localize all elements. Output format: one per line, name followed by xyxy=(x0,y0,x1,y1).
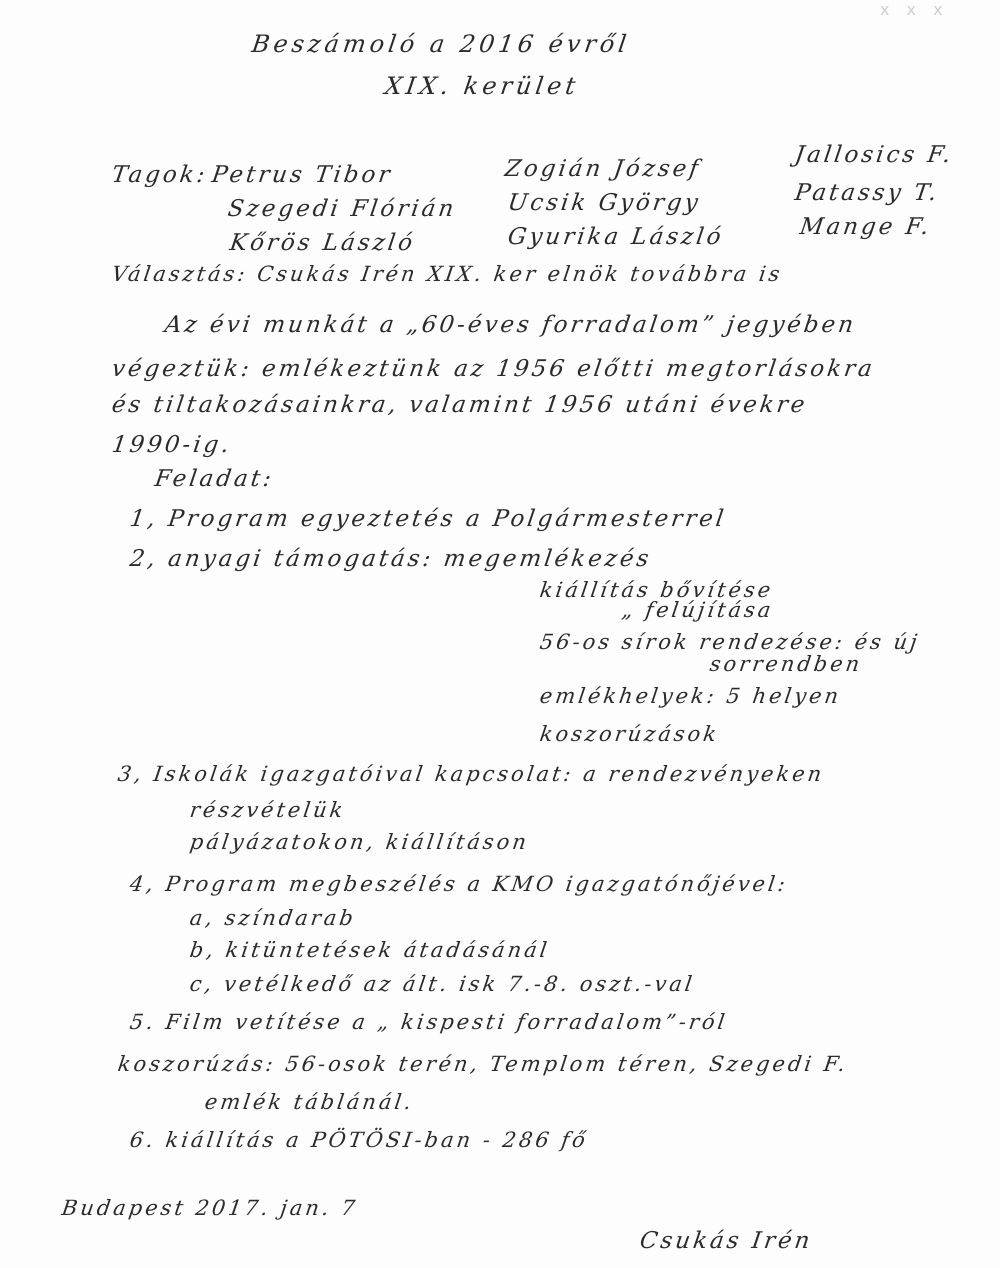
task-2-sub-1: kiállítás bővítése xyxy=(538,578,775,602)
task-5-line-2: koszorúzás: 56-osok terén, Templom téren, Szegedi F. xyxy=(116,1052,850,1076)
document-subtitle: XIX. kerület xyxy=(383,72,582,100)
task-4-line-2: a, színdarab xyxy=(188,906,358,930)
task-5-line-3: emlék táblánál. xyxy=(203,1090,416,1114)
task-3-line-1: 3, Iskolák igazgatóival kapcsolat: a rendezvényeken xyxy=(116,762,826,786)
member-col2-1: Zogián József xyxy=(503,156,703,182)
task-1: 1, Program egyeztetés a Polgármesterrel xyxy=(128,506,729,532)
task-4-line-3: b, kitüntetések átadásánál xyxy=(188,938,552,962)
place-date: Budapest 2017. jan. 7 xyxy=(60,1196,360,1220)
member-col1-2: Szegedi Flórián xyxy=(226,196,459,222)
task-3-line-3: pályázatokon, kiállításon xyxy=(188,830,531,854)
task-4-line-1: 4, Program megbeszélés a KMO igazgatónőjével: xyxy=(128,872,790,896)
task-2-lead: 2, anyagi támogatás: megemlékezés xyxy=(128,546,654,572)
elected-line: Választás: Csukás Irén XIX. ker elnök továbbra is xyxy=(110,262,785,286)
task-3-line-2: részvételük xyxy=(188,798,348,822)
task-2-sub-5: emlékhelyek: 5 helyen xyxy=(538,684,843,708)
intro-line-1: Az évi munkát a „60-éves forradalom” jegyében xyxy=(163,312,858,338)
corner-scan-mark: x x x xyxy=(880,0,949,19)
task-6: 6. kiállítás a PÖTÖSI-ban - 286 fő xyxy=(128,1128,590,1152)
task-4-line-4: c, vetélkedő az ált. isk 7.-8. oszt.-val xyxy=(188,972,697,996)
task-2-sub-4: sorrendben xyxy=(708,652,864,676)
document-title: Beszámoló a 2016 évről xyxy=(250,30,633,58)
task-2-sub-3: 56-os sírok rendezése: és új xyxy=(538,630,922,654)
intro-line-2: végeztük: emlékeztünk az 1956 előtti megtorlásokra xyxy=(110,356,877,382)
intro-line-4: 1990-ig. xyxy=(110,432,234,458)
intro-line-3: és tiltakozásainkra, valamint 1956 utáni évekre xyxy=(110,392,810,418)
member-col2-2: Ucsik György xyxy=(506,190,703,216)
signature: Csukás Irén xyxy=(638,1228,815,1254)
member-col3-3: Mange F. xyxy=(798,214,934,240)
task-2-sub-6: koszorúzások xyxy=(538,722,721,746)
member-col3-2: Patassy T. xyxy=(793,180,942,206)
task-5-line-1: 5. Film vetítése a „ kispesti forradalom”-ról xyxy=(128,1010,730,1034)
member-col3-1: Jallosics F. xyxy=(793,142,956,168)
member-col1-1: Petrus Tibor xyxy=(210,162,395,188)
member-col2-3: Gyurika László xyxy=(506,224,726,250)
task-2-sub-2: „ felújítása xyxy=(620,598,776,622)
tasks-label: Feladat: xyxy=(153,466,276,492)
members-label: Tagok: xyxy=(110,162,210,188)
member-col1-3: Kőrös László xyxy=(228,230,417,256)
